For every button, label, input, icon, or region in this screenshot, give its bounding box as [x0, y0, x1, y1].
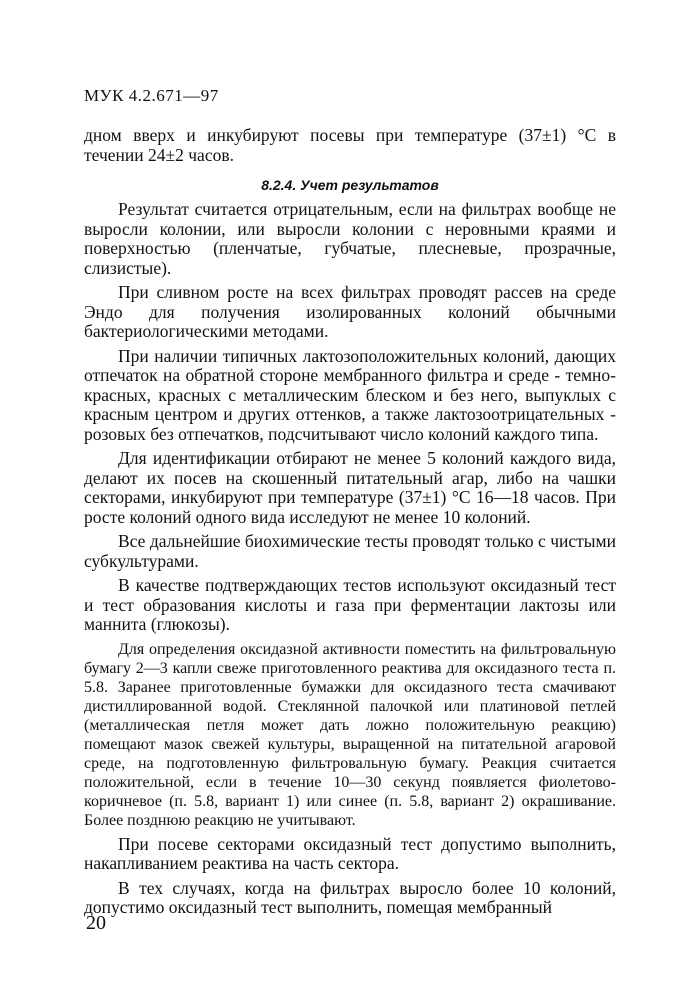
- section-title: 8.2.4. Учет результатов: [261, 177, 439, 193]
- paragraph-confluent-growth: При сливном росте на всех фильтрах проводят рассев на среде Эндо для получения изолированных колоний обычными бактериологическими методами.: [84, 282, 616, 341]
- paragraph-more-than-10-colonies: В тех случаях, когда на фильтрах выросло более 10 колоний, допустимо оксидазный тест выполнить, помещая мембранный: [84, 877, 616, 917]
- paragraph-identification: Для идентификации отбирают не менее 5 колоний каждого вида, делают их посев на скошенный питательный агар, либо на чашки секторами, инкубируют при температуре (37±1) °С 16—18 часов. При росте колоний одного вида исследуют не менее 10 колоний.: [84, 448, 616, 527]
- paragraph-oxidase-test: Для определения оксидазной активности поместить на фильтровальную бумагу 2—3 капли свеже приготовленного реактива для оксидазного теста п. 5.8. Заранее приготовленные бумажки для оксидазного теста смачивают дистиллированной водой. Стеклянной палочкой или платиновой петлей (металлическая петля может дать ложно положительную реакцию) помещают мазок свежей культуры, выращенной на питательной агаровой среде, на подготовленную фильтровальную бумагу. Реакция считается положительной, если в течение 10—30 секунд появляется фиолетово-коричневое (п. 5.8, вариант 1) или синее (п. 5.8, вариант 2) окрашивание. Более позднюю реакцию не учитывают.: [84, 640, 616, 829]
- paragraph-confirmatory-tests: В качестве подтверждающих тестов используют оксидазный тест и тест образования кислоты и газа при ферментации лактозы или маннита (глюкозы).: [84, 575, 616, 634]
- document-header: МУК 4.2.671—97: [84, 86, 219, 105]
- paragraph-biochemical-tests: Все дальнейшие биохимические тесты проводят только с чистыми субкультурами.: [84, 531, 616, 571]
- page-number: 20: [86, 912, 106, 934]
- paragraph-typical-colonies: При наличии типичных лактозоположительных колоний, дающих отпечаток на обратной стороне мембранного фильтра и среде - темно-красных, красных с металлическим блеском и без него, выпуклых с красным центром и других оттенков, а также лактозоотрицательных - розовых без отпечатков, подсчитывают число колоний каждого типа.: [84, 345, 616, 444]
- document-page: [84, 86, 616, 923]
- paragraph-negative-result: Результат считается отрицательным, если на фильтрах вообще не выросли колонии, или выросли колонии с неровными краями и поверхностью (пленчатые, губчатые, плесневые, прозрачные, слизистые).: [84, 199, 616, 278]
- intro-paragraph: дном вверх и инкубируют посевы при температуре (37±1) °С в течении 24±2 часов.: [84, 125, 616, 165]
- paragraph-sector-seeding: При посеве секторами оксидазный тест допустимо выполнить, накапливанием реактива на часть сектора.: [84, 833, 616, 873]
